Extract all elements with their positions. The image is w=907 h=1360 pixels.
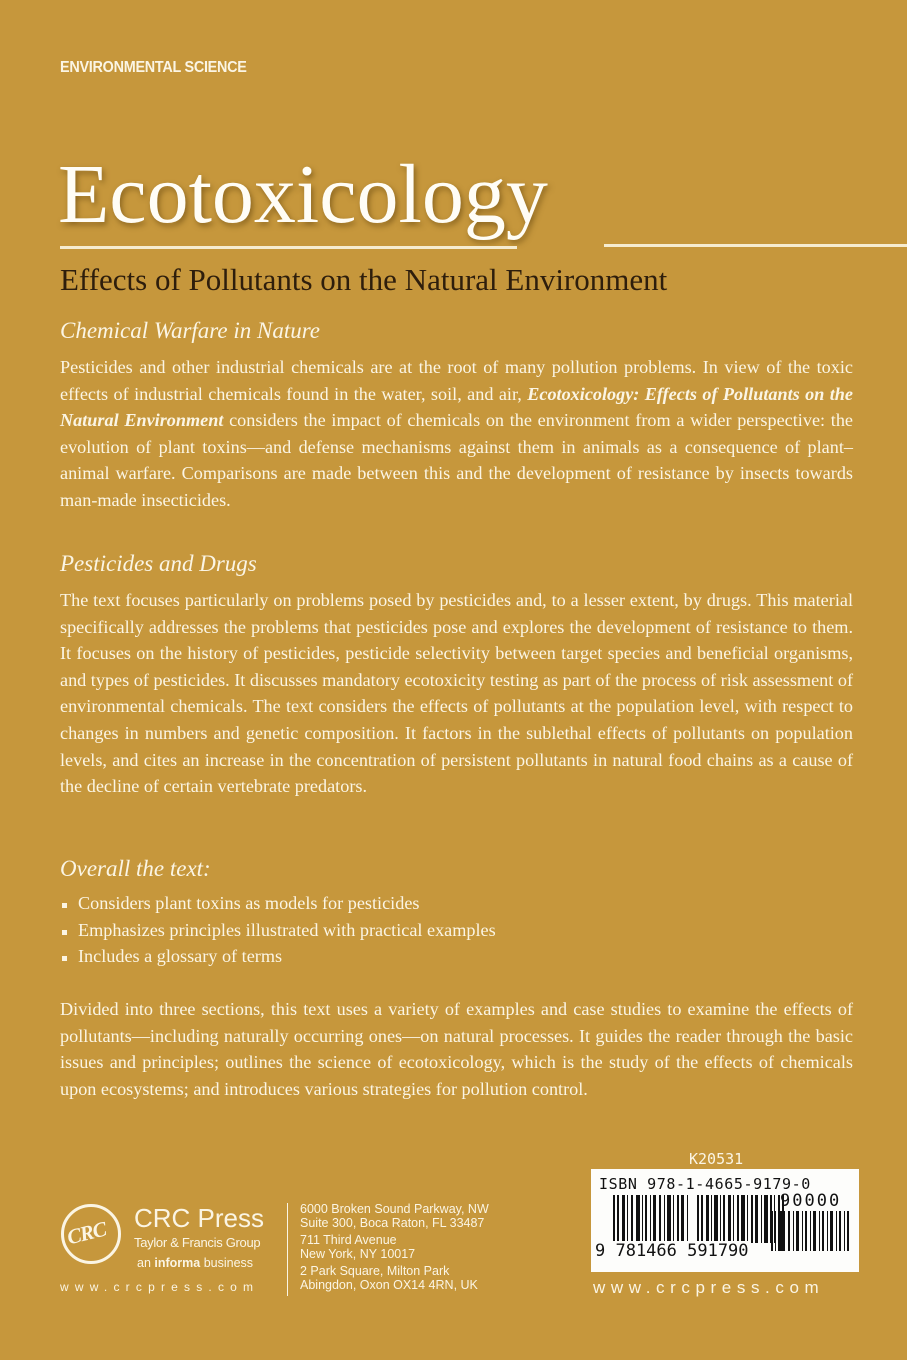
crc-logo-icon: [61, 1204, 121, 1264]
isbn-label: ISBN 978-1-4665-9179-0: [599, 1175, 811, 1193]
series-label: ENVIRONMENTAL SCIENCE: [60, 59, 247, 76]
title-rule-right: [604, 244, 907, 247]
title-rule-left: [60, 246, 517, 249]
website-footer[interactable]: www.crcpress.com: [593, 1278, 825, 1297]
barcode-box: [591, 1169, 859, 1272]
product-code: K20531: [689, 1150, 744, 1168]
closing-paragraph: Divided into three sections, this text uses a variety of examples and case studies to examine the effects of pollutants—including naturally occurring ones—on natural processes. It guides the reader through the basic issues and principles; outlines the science of ecotoxicology, which is the study of the effects of chemicals upon ecosystems; and introduces various strategies for pollution control.: [60, 999, 853, 1099]
para-text: considers the impact of chemicals on the environment from a wider perspective: the evolution of plant toxins—and defense mechanisms against them in animals as a consequence of plant–animal warfare. Comparisons are made between this and the development of resistance by insects towards man-made insecticides.: [60, 410, 853, 510]
informa-bold: informa: [154, 1256, 201, 1270]
addon-number: 90000: [780, 1191, 842, 1211]
book-title-inline: Ecotoxicology: Effects of Pollutants on the Natural Environment: [60, 383, 853, 431]
book-subtitle: Effects of Pollutants on the Natural Environment: [60, 262, 668, 297]
para-text: Pesticides and other industrial chemicals are at the root of many pollution problems. In view of the toxic effects of industrial chemicals found in the water, soil, and air,: [60, 357, 853, 404]
section-heading-pesticides-drugs: Pesticides and Drugs: [60, 551, 257, 576]
book-title: Ecotoxicology: [58, 148, 548, 241]
informa-post: business: [200, 1256, 254, 1270]
crc-logo-text: CRC: [64, 1216, 109, 1250]
ean-number: 9 781466 591790: [595, 1241, 749, 1261]
list-item: Includes a glossary of terms: [60, 943, 496, 970]
address-boca-raton: 6000 Broken Sound Parkway, NW Suite 300, Boca Raton, FL 33487: [300, 1202, 489, 1230]
informa-pre: an: [137, 1256, 155, 1270]
addon-bars-icon: [771, 1211, 851, 1251]
section-paragraph-chemical-warfare: [60, 354, 853, 514]
publisher-addresses: [300, 1203, 489, 1296]
feature-list: [60, 890, 496, 970]
publisher-informa: [137, 1256, 253, 1270]
section-paragraph-pesticides-drugs: The text focuses particularly on problems posed by pesticides and, to a lesser extent, by drugs. This material specifically addresses the problems that pesticides pose and explores the development of resistance to them. It focuses on the history of pesticides, pesticide selectivity between target species and beneficial organisms, and types of pesticides. It discusses mandatory ecotoxicity testing as part of the process of risk assessment of environmental chemicals. The text considers the effects of pollutants at the population level, with respect to changes in numbers and genetic composition. It factors in the sublethal effects of pollutants on population levels, and cites an increase in the concentration of persistent pollutants in natural food chains as a cause of the decline of certain vertebrate predators.: [60, 590, 853, 797]
publisher-website[interactable]: www.crcpress.com: [60, 1280, 260, 1294]
publisher-group: Taylor & Francis Group: [134, 1235, 261, 1250]
address-divider: [287, 1203, 288, 1296]
section-heading-overall: Overall the text:: [60, 856, 211, 881]
list-item: Emphasizes principles illustrated with practical examples: [60, 917, 496, 944]
list-item: Considers plant toxins as models for pesticides: [60, 890, 496, 917]
address-uk: 2 Park Square, Milton Park Abingdon, Oxon OX14 4RN, UK: [300, 1264, 478, 1292]
section-heading-chemical-warfare: Chemical Warfare in Nature: [60, 318, 321, 343]
publisher-name: CRC Press: [134, 1203, 265, 1233]
address-new-york: 711 Third Avenue New York, NY 10017: [300, 1233, 416, 1261]
